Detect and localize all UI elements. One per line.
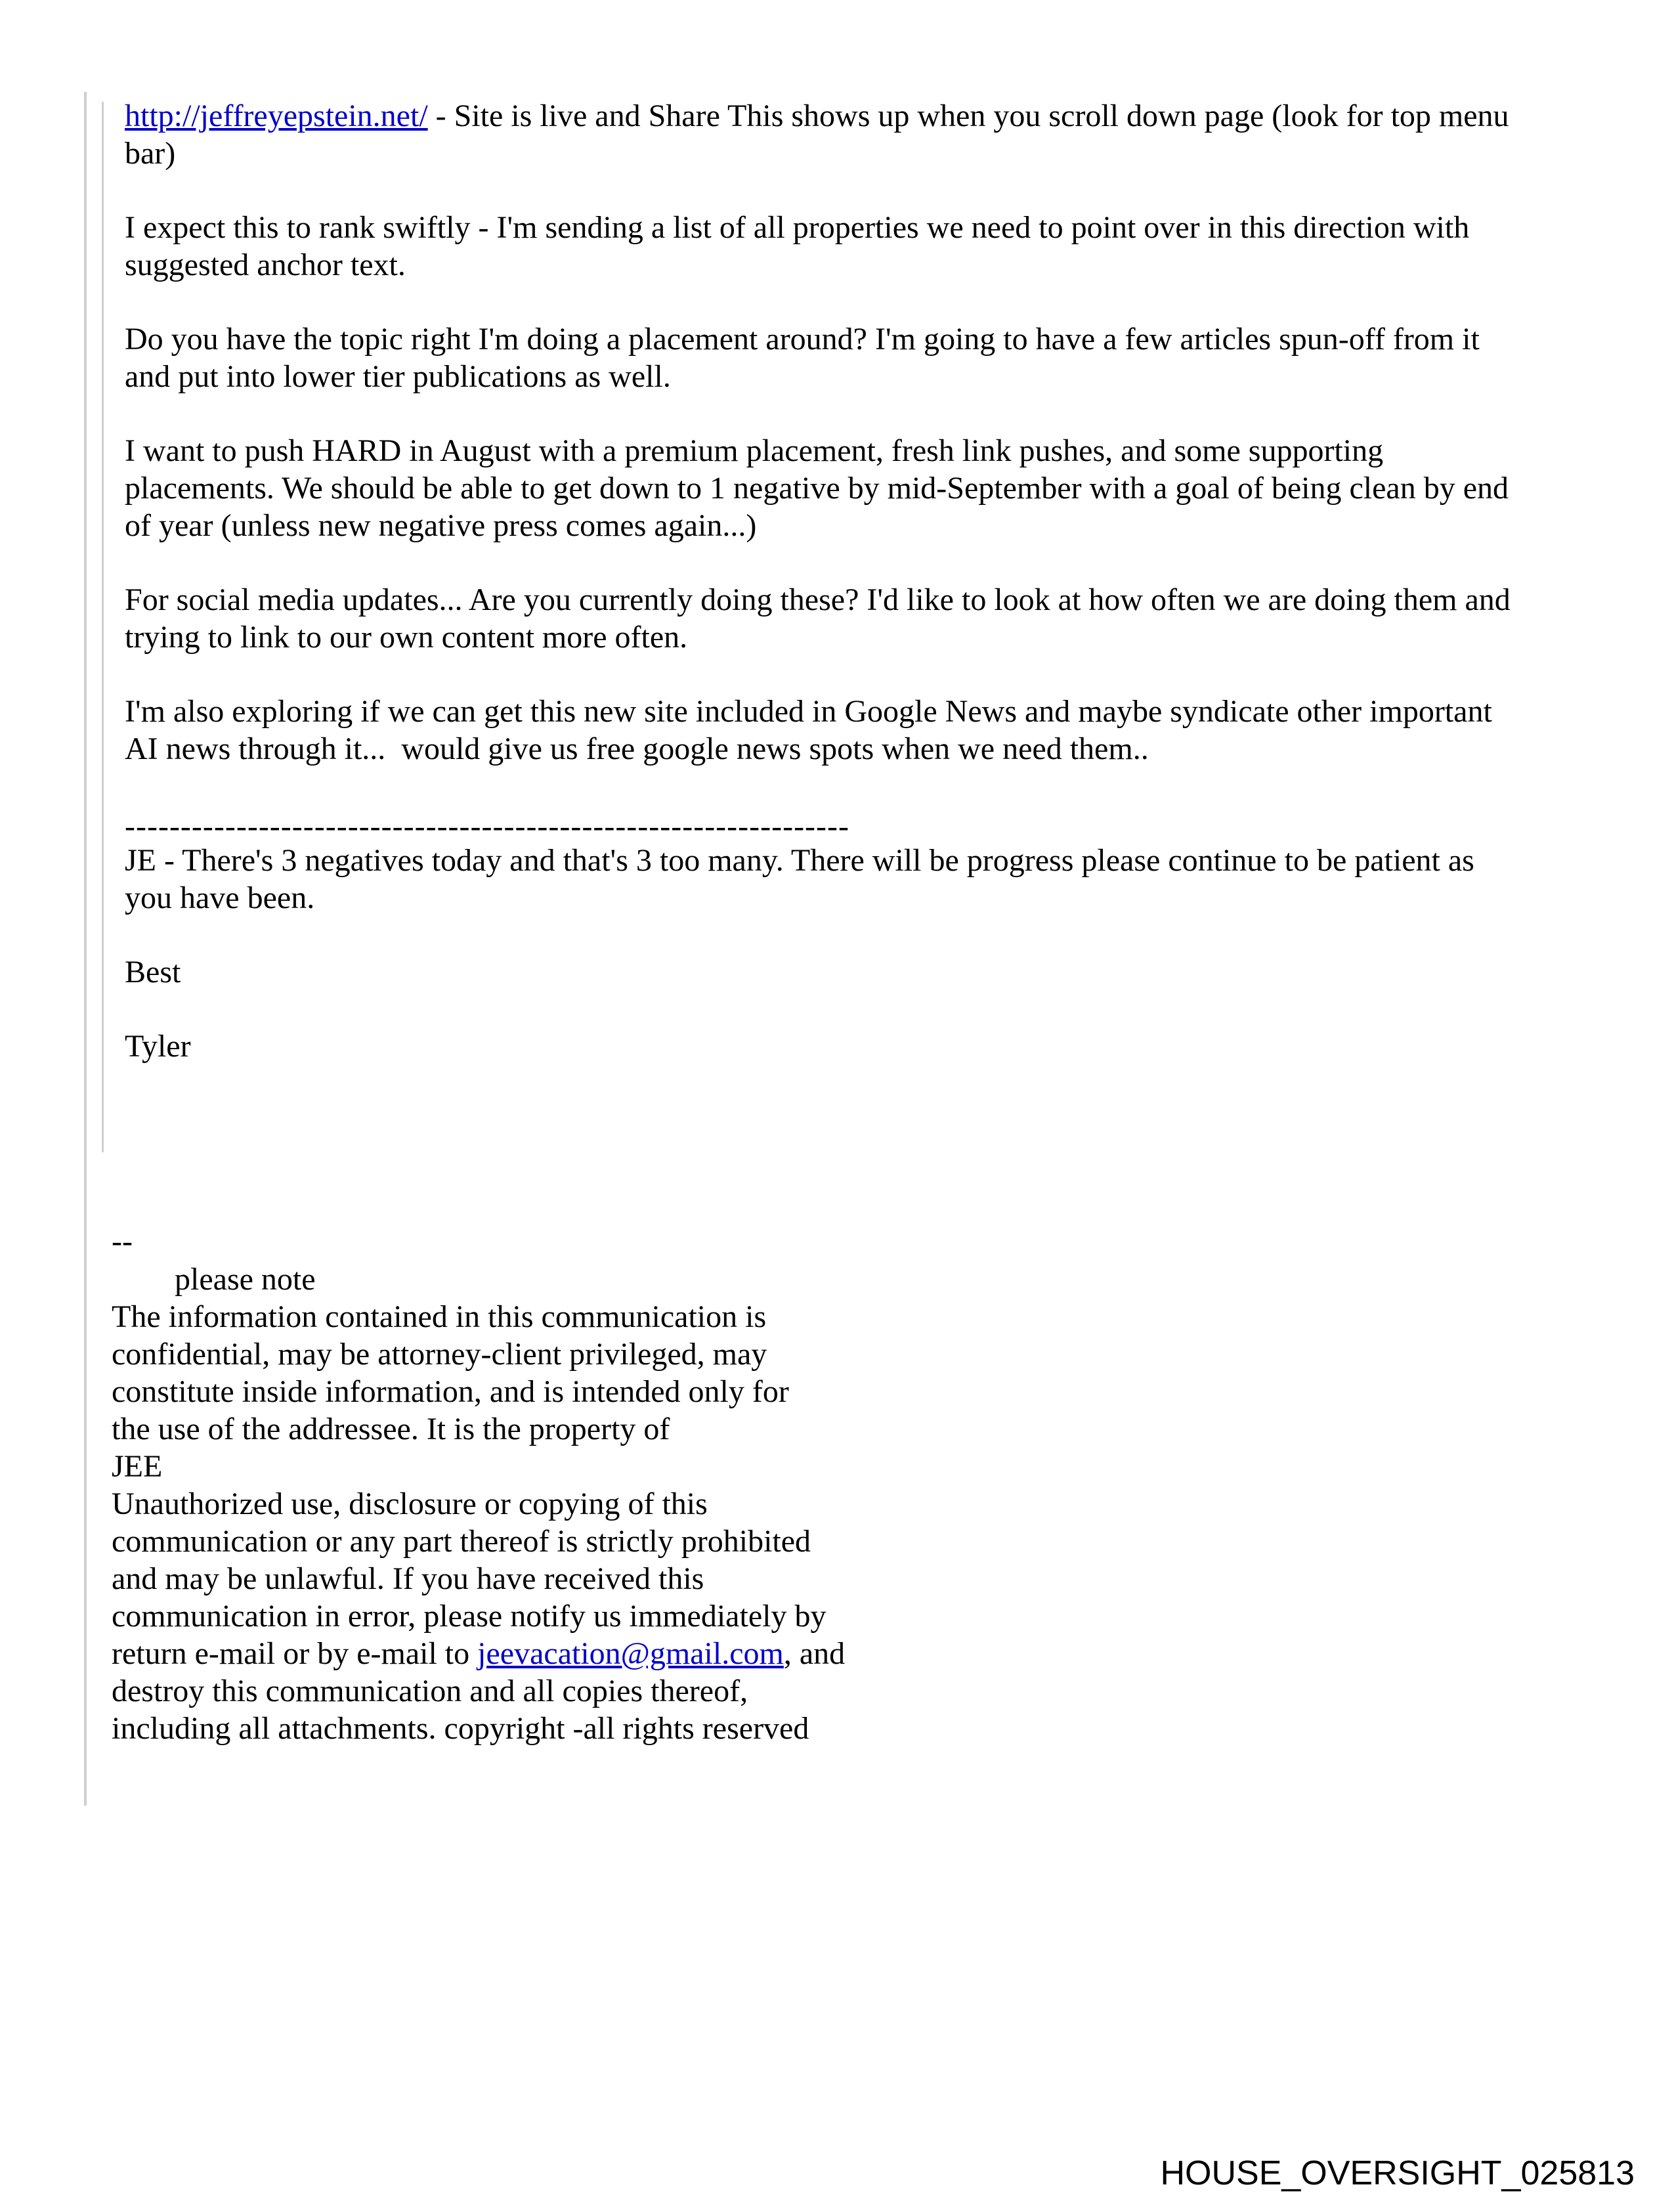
quote-bar-inner bbox=[102, 102, 104, 1152]
disclaimer-line: communication in error, please notify us immediately by bbox=[112, 1599, 826, 1634]
text: , and bbox=[783, 1636, 846, 1671]
disclaimer-line: JEE bbox=[112, 1449, 163, 1484]
bates-number: HOUSE_OVERSIGHT_025813 bbox=[1160, 2154, 1635, 2192]
closing: Best bbox=[125, 955, 181, 989]
paragraph-topic: Do you have the topic right I'm doing a placement around? I'm going to have a few articles spun-off from it bbox=[125, 322, 1480, 357]
disclaimer-email-line bbox=[112, 1635, 845, 1672]
text: return e-mail or by e-mail to bbox=[112, 1636, 478, 1671]
paragraph-social-media: For social media updates... Are you currently doing these? I'd like to look at how often we are doing them and bbox=[125, 582, 1511, 617]
disclaimer-line: destroy this communication and all copies thereof, bbox=[112, 1674, 748, 1708]
email-link[interactable]: jeevacation@gmail.com bbox=[477, 1636, 784, 1671]
text-line: suggested anchor text. bbox=[125, 248, 406, 282]
text-line: you have been. bbox=[125, 880, 315, 915]
text-line: AI news through it... would give us free google news spots when we need them.. bbox=[125, 731, 1149, 766]
disclaimer-line: including all attachments. copyright -all rights reserved bbox=[112, 1711, 809, 1746]
disclaimer-line: communication or any part thereof is strictly prohibited bbox=[112, 1524, 811, 1559]
please-note: please note bbox=[175, 1262, 316, 1297]
paragraph-rank: I expect this to rank swiftly - I'm sending a list of all properties we need to point over in this direction with bbox=[125, 210, 1470, 245]
quote-bar-outer bbox=[84, 92, 87, 1806]
paragraph-push-hard: I want to push HARD in August with a premium placement, fresh link pushes, and some supporting bbox=[125, 433, 1384, 468]
paragraph-je-negatives: JE - There's 3 negatives today and that's 3 too many. There will be progress please continue to be patient as bbox=[125, 843, 1474, 878]
separator: ----------------------------------------------------------------- bbox=[125, 809, 849, 844]
signature-dashes: -- bbox=[112, 1224, 133, 1259]
disclaimer-line: the use of the addressee. It is the property of bbox=[112, 1412, 670, 1446]
paragraph-site-live bbox=[125, 97, 1509, 135]
disclaimer-line: and may be unlawful. If you have received this bbox=[112, 1561, 704, 1596]
site-link[interactable]: http://jeffreyepstein.net/ bbox=[125, 98, 428, 133]
text-line: of year (unless new negative press comes again...) bbox=[125, 508, 757, 543]
text-line: and put into lower tier publications as well. bbox=[125, 359, 671, 394]
disclaimer-line: Unauthorized use, disclosure or copying of this bbox=[112, 1486, 708, 1521]
text-line: bar) bbox=[125, 136, 176, 171]
disclaimer-line: constitute inside information, and is intended only for bbox=[112, 1374, 789, 1409]
disclaimer-line: confidential, may be attorney-client privileged, may bbox=[112, 1337, 767, 1372]
text-line: trying to link to our own content more often. bbox=[125, 620, 688, 655]
paragraph-google-news: I'm also exploring if we can get this new site included in Google News and maybe syndicate other important bbox=[125, 694, 1492, 729]
text: - Site is live and Share This shows up when you scroll down page (look for top menu bbox=[427, 98, 1509, 133]
signer-name: Tyler bbox=[125, 1029, 191, 1064]
disclaimer-line: The information contained in this communication is bbox=[112, 1299, 767, 1334]
text-line: placements. We should be able to get down to 1 negative by mid-September with a goal of being clean by end bbox=[125, 471, 1509, 506]
